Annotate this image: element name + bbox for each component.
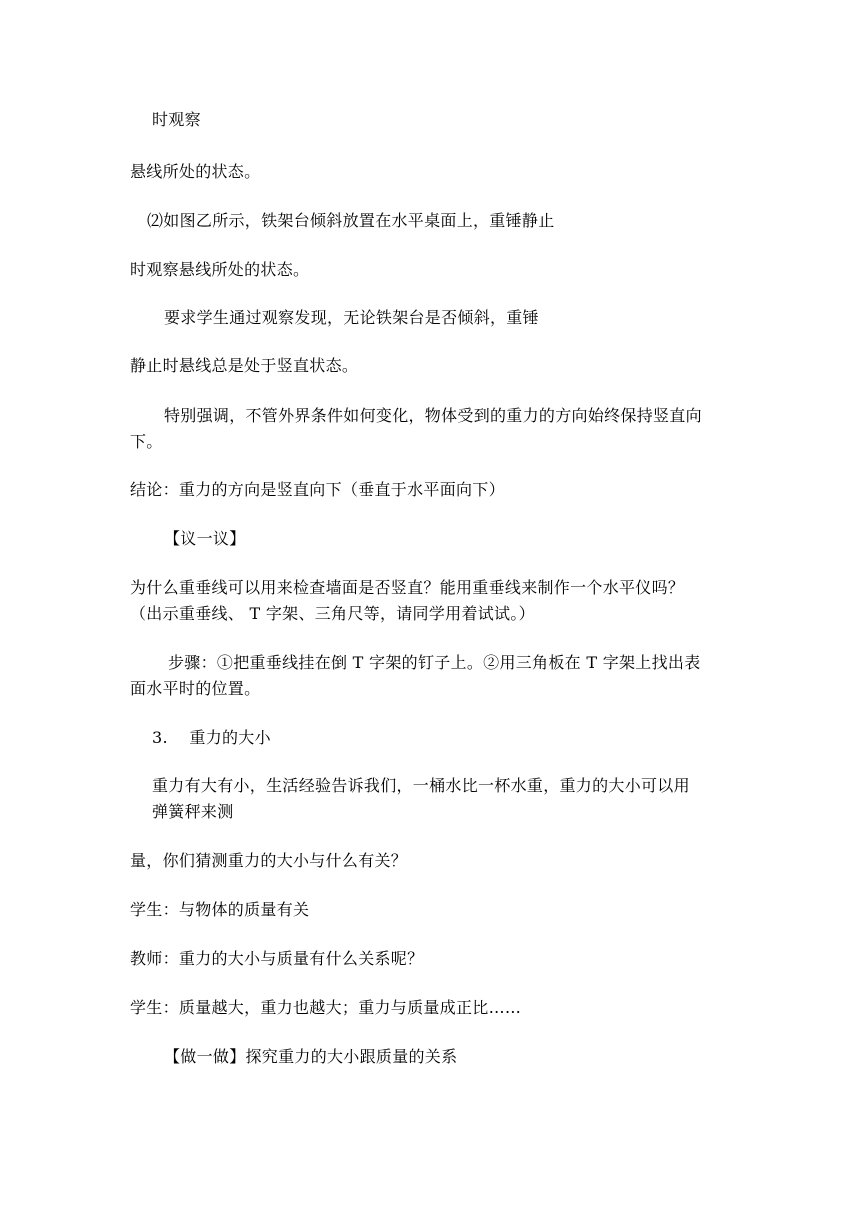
- text-line: 弹簧秤来测: [152, 802, 234, 821]
- text-line: 量，你们猜测重力的大小与什么有关？: [130, 851, 408, 870]
- text-line: 悬线所处的状态。: [130, 162, 261, 181]
- text-line: 时观察悬线所处的状态。: [130, 260, 310, 279]
- text-line: 特别强调，不管外界条件如何变化，物体受到的重力的方向始终保持竖直向: [164, 406, 702, 425]
- text-line: 步骤：①把重垂线挂在倒 T 字架的钉子上。②用三角板在 T 字架上找出表: [168, 653, 701, 672]
- text-line: 结论：重力的方向是竖直向下（垂直于水平面向下）: [130, 480, 505, 499]
- text-line: 为什么重垂线可以用来检查墙面是否竖直？能用重垂线来制作一个水平仪吗？: [130, 578, 685, 597]
- text-line: 【做一做】探究重力的大小跟质量的关系: [164, 1047, 458, 1066]
- text-line: 面水平时的位置。: [130, 679, 261, 698]
- text-line: 要求学生通过观察发现，无论铁架台是否倾斜，重锤: [164, 308, 539, 327]
- text-line: 静止时悬线总是处于竖直状态。: [130, 356, 359, 375]
- text-line: ⑵如图乙所示，铁架台倾斜放置在水平桌面上，重锤静止: [147, 211, 555, 230]
- text-line: 【议一议】: [164, 529, 246, 548]
- text-line: 下。: [130, 432, 163, 451]
- text-line: 时观察: [152, 110, 201, 129]
- text-line: （出示重垂线、 T 字架、三角尺等，请同学用着试试。）: [130, 604, 535, 623]
- section-heading: 3. 重力的大小: [152, 728, 271, 747]
- text-line: 重力有大有小，生活经验告诉我们，一桶水比一杯水重，重力的大小可以用: [152, 776, 690, 795]
- text-line: 学生：与物体的质量有关: [130, 900, 310, 919]
- text-line: 教师：重力的大小与质量有什么关系呢？: [130, 949, 424, 968]
- text-line: 学生：质量越大，重力也越大；重力与质量成正比……: [130, 998, 522, 1017]
